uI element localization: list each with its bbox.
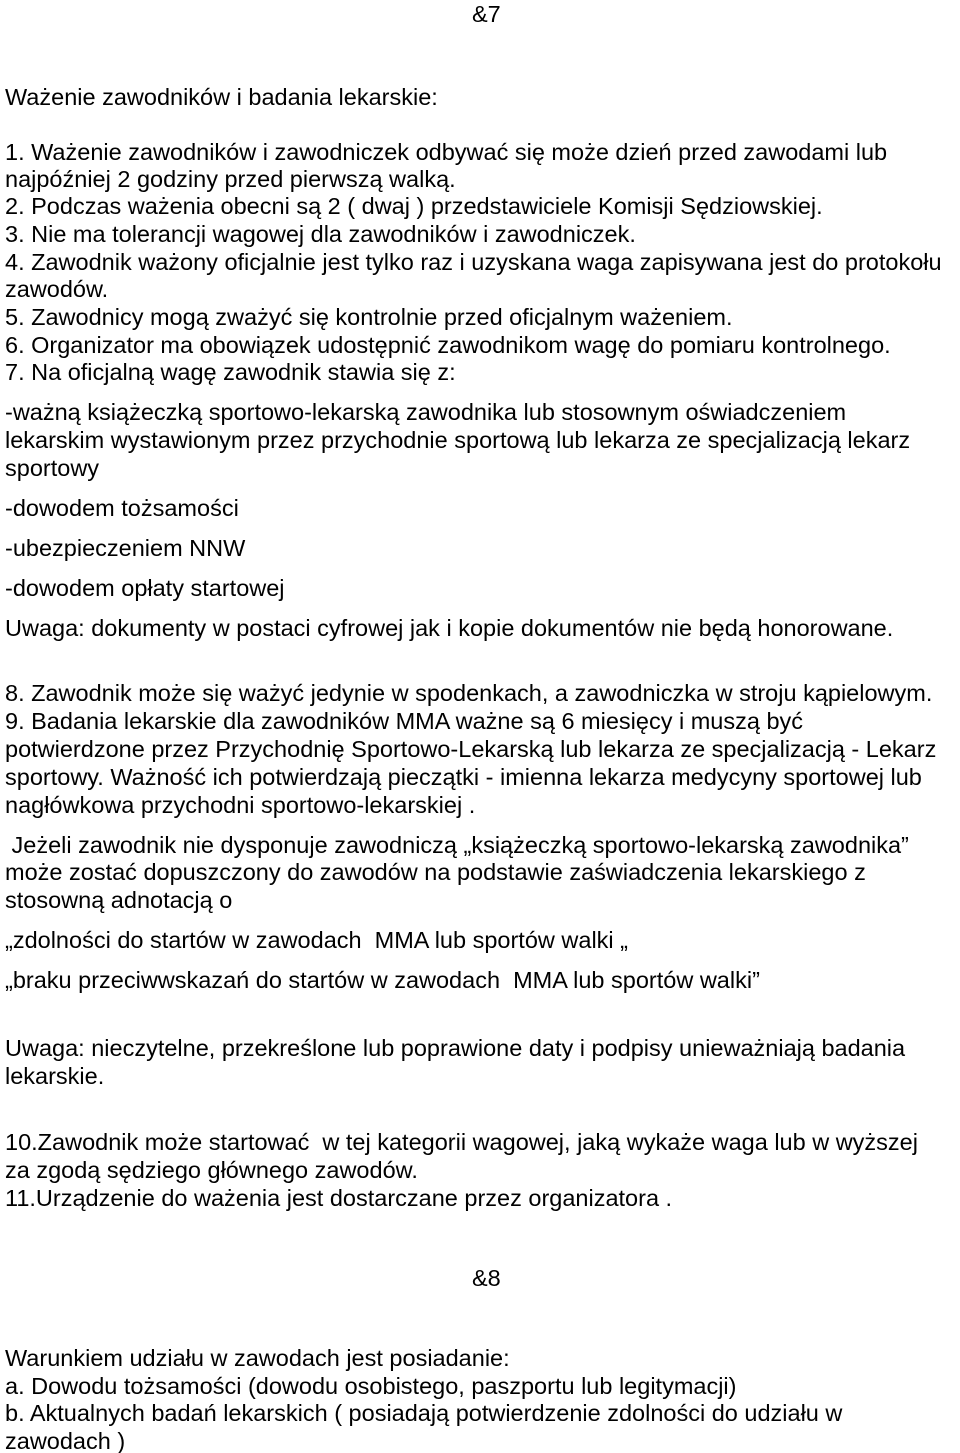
note-medical-line-1: Uwaga: nieczytelne, przekreślone lub poprawione daty i podpisy unieważniają badania [5,1035,906,1061]
required-document-4: -dowodem opłaty startowej [5,575,285,601]
rule-2-line-1: 2. Podczas ważenia obecni są 2 ( dwaj ) przedstawiciele Komisji Sędziowskiej. [5,193,823,219]
rule-5-line-1: 5. Zawodnicy mogą zważyć się kontrolnie przed oficjalnym ważeniem. [5,304,733,330]
rule-10-line-2: za zgodą sędziego głównego zawodów. [5,1157,418,1183]
required-document-2: -dowodem tożsamości [5,495,239,521]
item-a-line-1: a. Dowodu tożsamości (dowodu osobistego, paszportu lub legitymacji) [5,1373,737,1399]
exception-line-1: Jeżeli zawodnik nie dysponuje zawodniczą „książeczką sportowo-lekarską zawodnika” [5,832,909,858]
rule-6-line-1: 6. Organizator ma obowiązek udostępnić zawodnikom wagę do pomiaru kontrolnego. [5,332,891,358]
rule-4-line-2: zawodów. [5,276,109,302]
section-7-title: Ważenie zawodników i badania lekarskie: [5,84,438,110]
rule-1-line-2: najpóźniej 2 godziny przed pierwszą walką. [5,166,456,192]
required-document-3: -ubezpieczeniem NNW [5,535,246,561]
rule-9-line-1: 9. Badania lekarskie dla zawodników MMA ważne są 6 miesięcy i muszą być [5,708,804,734]
rule-8-line-1: 8. Zawodnik może się ważyć jedynie w spodenkach, a zawodniczka w stroju kąpielowym. [5,680,933,706]
rule-1-line-1: 1. Ważenie zawodników i zawodniczek odbywać się może dzień przed zawodami lub [5,139,888,165]
rule-11-line-1: 11.Urządzenie do ważenia jest dostarczane przez organizatora . [5,1185,673,1211]
annotation-ability: „zdolności do startów w zawodach MMA lub sportów walki „ [5,927,628,953]
rule-9-line-4: nagłówkowa przychodni sportowo-lekarskiej . [5,792,476,818]
rule-10-line-1: 10.Zawodnik może startować w tej kategorii wagowej, jaką wykaże waga lub w wyższej [5,1129,918,1155]
rule-9-line-2: potwierdzone przez Przychodnię Sportowo-Lekarską lub lekarza ze specjalizacją - Lekarz [5,736,937,762]
required-document-1-line-1: -ważną książeczką sportowo-lekarską zawodnika lub stosownym oświadczeniem [5,399,847,425]
rule-7-line-1: 7. Na oficjalną wagę zawodnik stawia się z: [5,359,456,385]
section-8-marker: &8 [472,1265,501,1291]
section-8-intro: Warunkiem udziału w zawodach jest posiadanie: [5,1345,510,1371]
item-b-line-2: zawodach ) [5,1428,126,1453]
rule-9-line-3: sportowy. Ważność ich potwierdzają pieczątki - imienna lekarza medycyny sportowej lub [5,764,922,790]
rule-4-line-1: 4. Zawodnik ważony oficjalnie jest tylko raz i uzyskana waga zapisywana jest do protokołu [5,249,942,275]
required-document-1-line-3: sportowy [5,455,100,481]
annotation-no-contraindications: „braku przeciwwskazań do startów w zawodach MMA lub sportów walki” [5,967,760,993]
section-7-marker: &7 [472,1,501,27]
item-b-line-1: b. Aktualnych badań lekarskich ( posiadają potwierdzenie zdolności do udziału w [5,1400,843,1426]
note-digital-documents: Uwaga: dokumenty w postaci cyfrowej jak i kopie dokumentów nie będą honorowane. [5,615,894,641]
required-document-1-line-2: lekarskim wystawionym przez przychodnie sportową lub lekarza ze specjalizacją lekarz [5,427,911,453]
rule-3-line-1: 3. Nie ma tolerancji wagowej dla zawodników i zawodniczek. [5,221,636,247]
note-medical-line-2: lekarskie. [5,1063,105,1089]
exception-line-2: może zostać dopuszczony do zawodów na podstawie zaświadczenia lekarskiego z [5,859,866,885]
exception-line-3: stosowną adnotacją o [5,887,233,913]
